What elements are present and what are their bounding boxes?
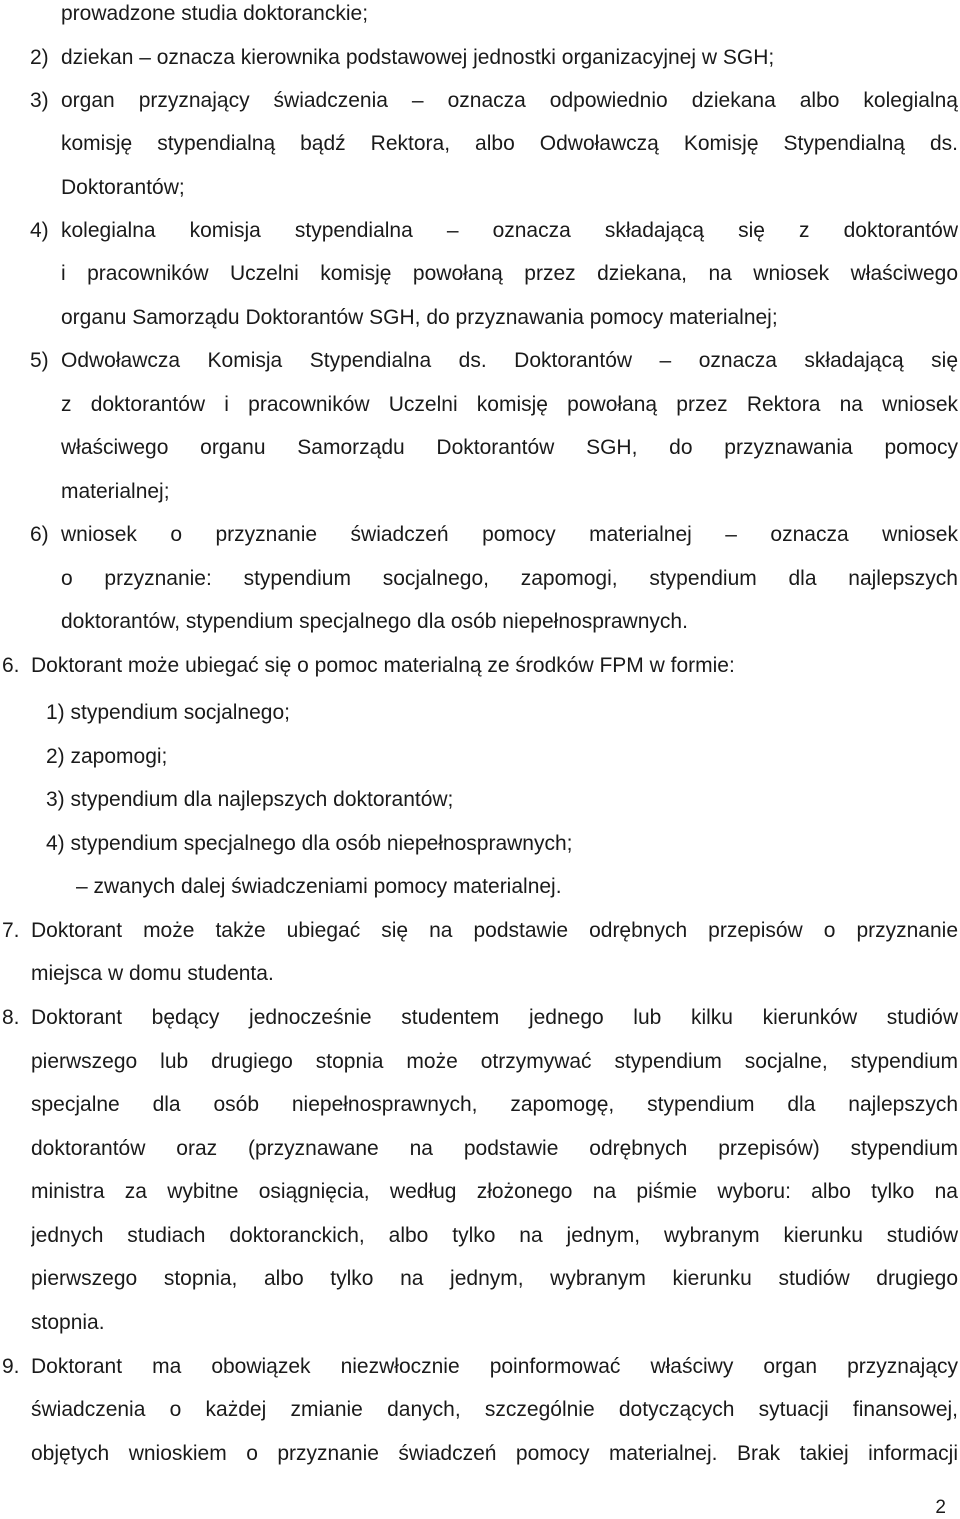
text-line: pierwszego stopnia, albo tylko na jednym, wybranym kierunku studiów drugiego [31, 1267, 958, 1290]
text-line: wniosek o przyznanie świadczeń pomocy materialnej – oznacza wniosek [61, 523, 958, 546]
text-line: pierwszego lub drugiego stopnia może otrzymywać stypendium socjalne, stypendium [31, 1050, 958, 1073]
text-line: właściwego organu Samorządu Doktorantów SGH, do przyznawania pomocy [61, 436, 958, 459]
item-number: 4) [30, 219, 49, 242]
text-line: Doktorant ma obowiązek niezwłocznie poinformować właściwy organ przyznający [31, 1355, 958, 1378]
item-number: 5) [30, 349, 49, 372]
text-line: Odwoławcza Komisja Stypendialna ds. Doktorantów – oznacza składającą się [61, 349, 958, 372]
text-line: objętych wnioskiem o przyznanie świadczeń pomocy materialnej. Brak takiej informacji [31, 1442, 958, 1465]
text-line: Doktorantów; [61, 176, 185, 199]
item-number: 6) [30, 523, 49, 546]
text-line: świadczenia o każdej zmianie danych, szczególnie dotyczących sytuacji finansowej, [31, 1398, 958, 1421]
list-item: 4) stypendium specjalnego dla osób niepełnosprawnych; [46, 832, 573, 855]
list-item: 3) stypendium dla najlepszych doktorantów; [46, 788, 454, 811]
paragraph-number: 6. [2, 654, 20, 677]
paragraph-number: 8. [2, 1006, 20, 1029]
text-line: doktorantów oraz (przyznawane na podstawie odrębnych przepisów) stypendium [31, 1137, 958, 1160]
text-line: stopnia. [31, 1311, 105, 1334]
text-line: Doktorant będący jednocześnie studentem jednego lub kilku kierunków studiów [31, 1006, 958, 1029]
text-line: i pracowników Uczelni komisję powołaną przez dziekana, na wniosek właściwego [61, 262, 958, 285]
list-item: 1) stypendium socjalnego; [46, 701, 290, 724]
text-line: prowadzone studia doktoranckie; [61, 2, 369, 25]
text-line: – zwanych dalej świadczeniami pomocy materialnej. [76, 875, 562, 898]
text-line: materialnej; [61, 480, 170, 503]
text-line: organ przyznający świadczenia – oznacza odpowiednio dziekana albo kolegialną [61, 89, 958, 112]
text-line: ministra za wybitne osiągnięcia, według złożonego na piśmie wyboru: albo tylko na [31, 1180, 958, 1203]
text-line: dziekan – oznacza kierownika podstawowej jednostki organizacyjnej w SGH; [61, 46, 775, 69]
text-line: kolegialna komisja stypendialna – oznacza składającą się z doktorantów [61, 219, 958, 242]
item-number: 2) [30, 46, 49, 69]
text-line: Doktorant może ubiegać się o pomoc materialną ze środków FPM w formie: [31, 654, 735, 677]
text-line: organu Samorządu Doktorantów SGH, do przyznawania pomocy materialnej; [61, 306, 778, 329]
text-line: jednych studiach doktoranckich, albo tylko na jednym, wybranym kierunku studiów [31, 1224, 958, 1247]
page-number: 2 [935, 1497, 946, 1518]
text-line: z doktorantów i pracowników Uczelni komisję powołaną przez Rektora na wniosek [61, 393, 958, 416]
item-number: 3) [30, 89, 49, 112]
text-line: specjalne dla osób niepełnosprawnych, zapomogę, stypendium dla najlepszych [31, 1093, 958, 1116]
text-line: Doktorant może także ubiegać się na podstawie odrębnych przepisów o przyznanie [31, 919, 958, 942]
paragraph-number: 9. [2, 1355, 20, 1378]
text-line: o przyznanie: stypendium socjalnego, zapomogi, stypendium dla najlepszych [61, 567, 958, 590]
text-line: miejsca w domu studenta. [31, 962, 274, 985]
text-line: doktorantów, stypendium specjalnego dla osób niepełnosprawnych. [61, 610, 688, 633]
paragraph-number: 7. [2, 919, 20, 942]
text-line: komisję stypendialną bądź Rektora, albo Odwoławczą Komisję Stypendialną ds. [61, 132, 958, 155]
list-item: 2) zapomogi; [46, 745, 168, 768]
